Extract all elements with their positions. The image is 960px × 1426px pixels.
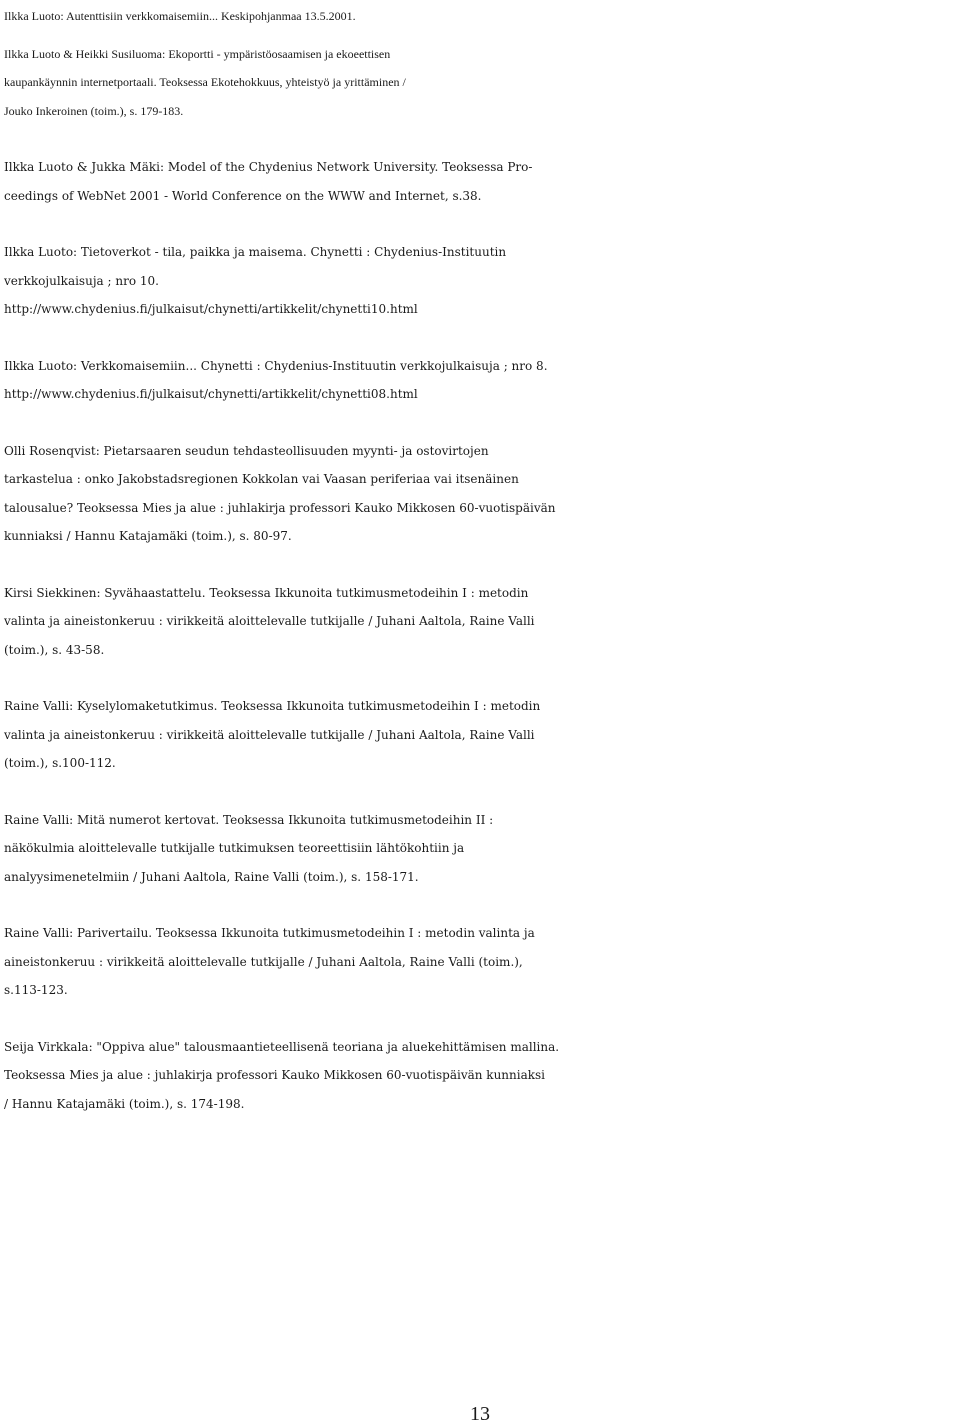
reference-line: Ilkka Luoto & Heikki Susiluoma: Ekoportti - ympäristöosaamisen ja ekoeettisen: [4, 46, 391, 61]
reference-line: ceedings of WebNet 2001 - World Conference on the WWW and Internet, s.38.: [4, 188, 482, 203]
reference-item: [4, 919, 956, 1005]
reference-item: [4, 40, 956, 126]
reference-line: talousalue? Teoksessa Mies ja alue : juhlakirja professori Kauko Mikkosen 60-vuotispäivän: [4, 500, 556, 515]
reference-line: Raine Valli: Mitä numerot kertovat. Teoksessa Ikkunoita tutkimusmetodeihin II :: [4, 812, 494, 827]
reference-item: [4, 437, 956, 551]
reference-line: Raine Valli: Kyselylomaketutkimus. Teoksessa Ikkunoita tutkimusmetodeihin I : metodin: [4, 699, 541, 713]
reference-item: [4, 692, 956, 778]
reference-line: Ilkka Luoto: Verkkomaisemiin... Chynetti : Chydenius-Instituutin verkkojulkaisuja ; nro 8.: [4, 358, 548, 373]
reference-line: Ilkka Luoto & Jukka Mäki: Model of the Chydenius Network University. Teoksessa Pro-: [4, 160, 533, 174]
reference-item: [4, 806, 956, 892]
reference-line: Teoksessa Mies ja alue : juhlakirja professori Kauko Mikkosen 60-vuotispäivän kunniaksi: [4, 1068, 546, 1082]
reference-line: aineistonkeruu : virikkeitä aloittelevalle tutkijalle / Juhani Aaltola, Raine Valli (toim.),: [4, 954, 523, 969]
reference-item: [4, 352, 956, 409]
reference-line: http://www.chydenius.fi/julkaisut/chynetti/artikkelit/chynetti08.html: [4, 387, 418, 401]
reference-line: verkkojulkaisuja ; nro 10.: [4, 273, 159, 288]
reference-item: [4, 1033, 956, 1119]
reference-line: Seija Virkkala: "Oppiva alue" talousmaantieteellisenä teoriana ja aluekehittämisen mallina.: [4, 1039, 560, 1054]
reference-line: s.113-123.: [4, 983, 68, 997]
reference-line: (toim.), s.100-112.: [4, 756, 116, 770]
reference-line: kunniaksi / Hannu Katajamäki (toim.), s. 80-97.: [4, 529, 292, 543]
reference-line: http://www.chydenius.fi/julkaisut/chynetti/artikkelit/chynetti10.html: [4, 302, 418, 316]
reference-list: [4, 2, 956, 1146]
reference-line: / Hannu Katajamäki (toim.), s. 174-198.: [4, 1096, 245, 1111]
reference-line: kaupankäynnin internetportaali. Teoksessa Ekotehokkuus, yhteistyö ja yrittäminen /: [4, 75, 406, 89]
reference-line: Kirsi Siekkinen: Syvähaastattelu. Teoksessa Ikkunoita tutkimusmetodeihin I : metodin: [4, 585, 529, 600]
reference-line: analyysimenetelmiin / Juhani Aaltola, Raine Valli (toim.), s. 158-171.: [4, 869, 419, 884]
reference-item: [4, 579, 956, 665]
reference-line: Jouko Inkeroinen (toim.), s. 179-183.: [4, 103, 184, 118]
reference-line: valinta ja aineistonkeruu : virikkeitä aloittelevalle tutkijalle / Juhani Aaltola, Raine Valli: [4, 727, 535, 742]
reference-line: Ilkka Luoto: Autenttisiin verkkomaisemiin... Keskipohjanmaa 13.5.2001.: [4, 9, 356, 23]
reference-item: [4, 153, 956, 210]
page-number: 13: [470, 1403, 490, 1425]
reference-line: valinta ja aineistonkeruu : virikkeitä aloittelevalle tutkijalle / Juhani Aaltola, Raine Valli: [4, 614, 535, 628]
reference-line: näkökulmia aloittelevalle tutkijalle tutkimuksen teoreettisiin lähtökohtiin ja: [4, 841, 465, 855]
reference-line: Raine Valli: Parivertailu. Teoksessa Ikkunoita tutkimusmetodeihin I : metodin valinta ja: [4, 926, 535, 940]
reference-item: [4, 238, 956, 324]
reference-line: Ilkka Luoto: Tietoverkot - tila, paikka ja maisema. Chynetti : Chydenius-Instituutin: [4, 245, 507, 259]
reference-line: tarkastelua : onko Jakobstadsregionen Kokkolan vai Vaasan periferiaa vai itsenäinen: [4, 472, 519, 486]
reference-line: Olli Rosenqvist: Pietarsaaren seudun tehdasteollisuuden myynti- ja ostovirtojen: [4, 443, 489, 458]
reference-item: [4, 2, 956, 31]
reference-line: (toim.), s. 43-58.: [4, 642, 105, 657]
